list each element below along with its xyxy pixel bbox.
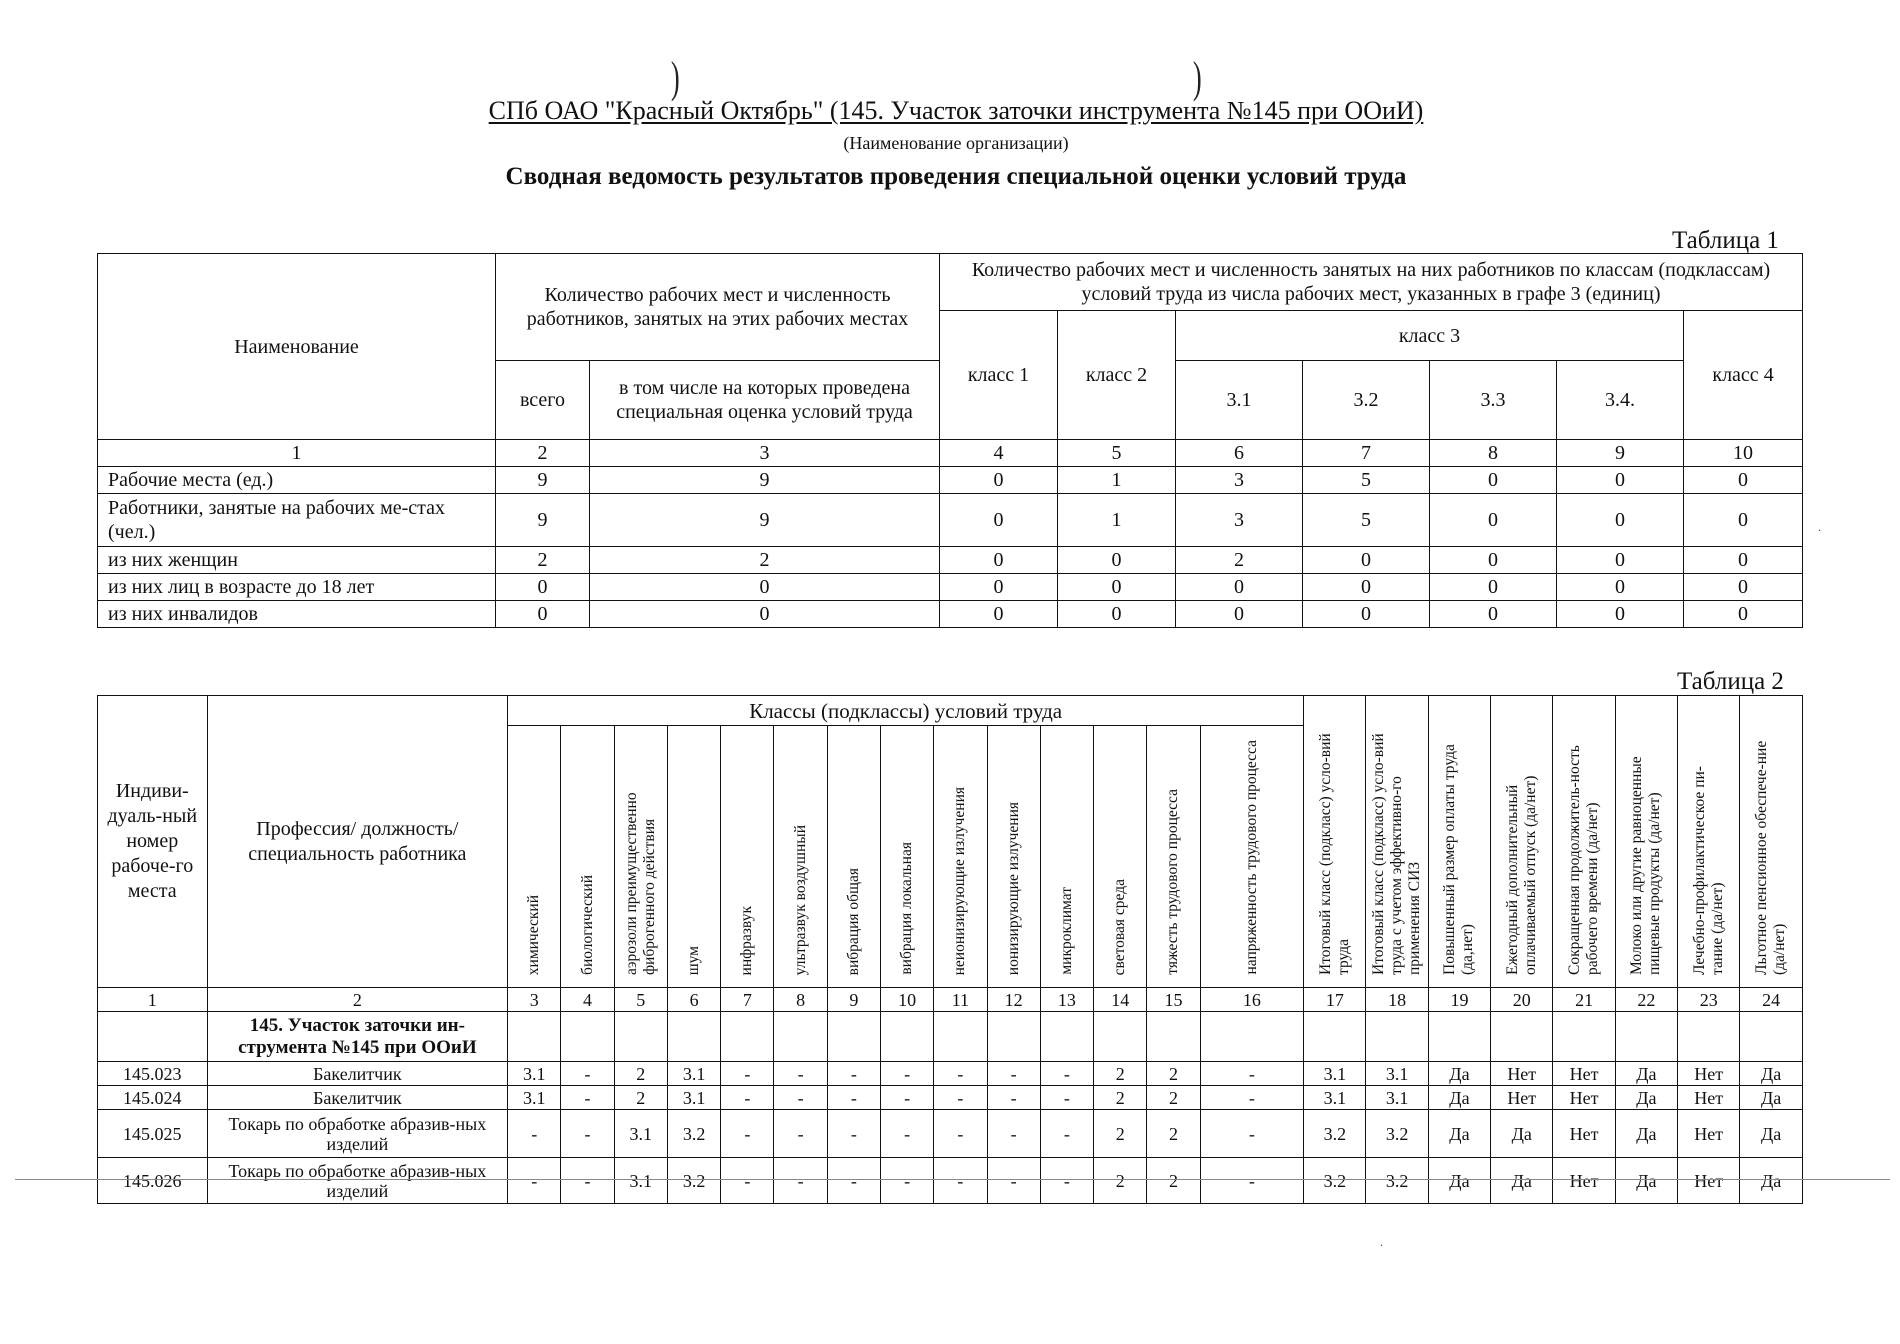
t1-header-class3: класс 3 — [1176, 311, 1684, 361]
t2-cell: Да — [1428, 1086, 1490, 1110]
t2-cell: - — [1040, 1062, 1093, 1086]
t2-header-factor — [987, 726, 1040, 988]
t1-cell: 0 — [1557, 601, 1684, 628]
t1-header-c34: 3.4. — [1557, 361, 1684, 440]
t1-cell: 3 — [1176, 467, 1303, 494]
t2-empty-cell — [1553, 1012, 1615, 1062]
t2-cell: 3.1 — [614, 1158, 667, 1204]
t2-header-text: аэрозоли преимущественно фиброгенного действия — [622, 792, 658, 975]
t2-cell: - — [774, 1062, 827, 1086]
t2-cell: 3.1 — [1304, 1062, 1366, 1086]
t2-colnum: 4 — [561, 988, 614, 1012]
t2-cell: - — [881, 1110, 934, 1158]
t2-cell: Да — [1428, 1158, 1490, 1204]
t2-empty-cell — [1304, 1012, 1366, 1062]
t2-header-result — [1678, 696, 1740, 988]
t2-cell: - — [934, 1110, 987, 1158]
t2-cell: - — [934, 1158, 987, 1204]
t2-header-text: Льготное пенсионное обеспече-ние (да/нет) — [1753, 740, 1789, 975]
t2-header-text: тяжесть трудового процесса — [1164, 789, 1182, 975]
t2-cell: - — [721, 1062, 774, 1086]
t2-cell: 3.1 — [1366, 1062, 1428, 1086]
t1-cell: 0 — [1684, 601, 1803, 628]
t1-colnum: 4 — [940, 440, 1058, 467]
t1-cell: 0 — [1058, 574, 1176, 601]
t1-cell: 0 — [940, 601, 1058, 628]
t1-colnum: 7 — [1303, 440, 1430, 467]
t2-header-result — [1553, 696, 1615, 988]
t2-header-id-text: Индиви-дуаль-ный номер рабоче-го места — [107, 780, 198, 902]
t2-row — [98, 1086, 1803, 1110]
t2-colnum: 16 — [1200, 988, 1304, 1012]
t2-colnum: 2 — [207, 988, 508, 1012]
t1-cell: 9 — [496, 467, 590, 494]
t2-cell: - — [508, 1158, 561, 1204]
t2-colnum: 14 — [1094, 988, 1147, 1012]
table2-caption: Таблица 2 — [1677, 668, 1784, 695]
t1-cell: 0 — [496, 601, 590, 628]
t2-cell: Нет — [1553, 1110, 1615, 1158]
t2-colnum: 17 — [1304, 988, 1366, 1012]
t2-colnum: 12 — [987, 988, 1040, 1012]
scan-mark-right: ) — [1192, 53, 1202, 102]
t2-cell: - — [721, 1086, 774, 1110]
t2-header-result — [1366, 696, 1428, 988]
t1-row-label: из них женщин — [98, 547, 496, 574]
t1-cell: 0 — [1430, 574, 1557, 601]
t2-empty-cell — [98, 1012, 208, 1062]
t2-empty-cell — [1147, 1012, 1200, 1062]
t2-header-factor — [1147, 726, 1200, 988]
t2-header-result — [1740, 696, 1803, 988]
t2-cell: 2 — [1147, 1062, 1200, 1086]
t2-header-text: Повышенный размер оплаты труда (да,нет) — [1441, 744, 1477, 975]
t1-cell: 2 — [496, 547, 590, 574]
t2-header-text: ионизирующие излучения — [1004, 801, 1022, 975]
t2-cell: 2 — [614, 1062, 667, 1086]
t2-profession: Бакелитчик — [207, 1062, 508, 1086]
t2-header-text: Итоговый класс (подкласс) усло-вий труда с учетом эффективно-го применения СИЗ — [1370, 733, 1424, 975]
t1-cell: 0 — [1176, 574, 1303, 601]
t2-colnum: 22 — [1615, 988, 1677, 1012]
t1-header-name: Наименование — [98, 254, 496, 440]
t2-section-title: 145. Участок заточки ин-струмента №145 при ООиИ — [207, 1012, 508, 1062]
t2-cell: - — [827, 1062, 880, 1086]
t2-cell: - — [934, 1086, 987, 1110]
t2-profession: Токарь по обработке абразив-ных изделий — [207, 1158, 508, 1204]
organization-note: (Наименование организации) — [843, 133, 1069, 153]
t2-cell: - — [561, 1158, 614, 1204]
t2-cell: - — [1200, 1110, 1304, 1158]
t2-header-factor — [721, 726, 774, 988]
t2-header-result — [1304, 696, 1366, 988]
t2-workplace-id: 145.026 — [98, 1158, 208, 1204]
t2-cell: - — [721, 1158, 774, 1204]
t2-empty-cell — [1740, 1012, 1803, 1062]
t2-colnum: 24 — [1740, 988, 1803, 1012]
t1-header-c33: 3.3 — [1430, 361, 1557, 440]
t2-cell: 3.1 — [667, 1086, 720, 1110]
t2-empty-cell — [934, 1012, 987, 1062]
t1-cell: 9 — [590, 467, 940, 494]
t2-header-text: Сокращенная продолжитель-ность рабочего времени (да/нет) — [1566, 745, 1602, 975]
t1-row — [98, 494, 1803, 547]
t1-colnum: 9 — [1557, 440, 1684, 467]
t2-header-factor — [1094, 726, 1147, 988]
t2-cell: - — [774, 1158, 827, 1204]
t1-cell: 0 — [1176, 601, 1303, 628]
t1-header-class1: класс 1 — [940, 311, 1058, 440]
t1-cell: 0 — [590, 601, 940, 628]
t2-empty-cell — [1040, 1012, 1093, 1062]
t1-cell: 0 — [940, 574, 1058, 601]
t1-header-total: всего — [496, 361, 590, 440]
t2-cell: 2 — [1094, 1086, 1147, 1110]
t2-cell: - — [987, 1110, 1040, 1158]
t2-cell: Да — [1428, 1110, 1490, 1158]
t2-colnum: 20 — [1491, 988, 1553, 1012]
t2-header-text: микроклимат — [1057, 887, 1075, 975]
scan-speck: . — [1818, 520, 1821, 534]
t2-cell: - — [987, 1062, 1040, 1086]
t2-colnum: 7 — [721, 988, 774, 1012]
t2-empty-cell — [881, 1012, 934, 1062]
t2-cell: - — [508, 1110, 561, 1158]
t2-cell: - — [721, 1110, 774, 1158]
t2-cell: Нет — [1491, 1086, 1553, 1110]
t1-cell: 0 — [1058, 601, 1176, 628]
t1-header-c31: 3.1 — [1176, 361, 1303, 440]
t2-colnum: 3 — [508, 988, 561, 1012]
t1-cell: 0 — [940, 547, 1058, 574]
t2-header-factor — [614, 726, 667, 988]
t2-cell: 2 — [1147, 1158, 1200, 1204]
t1-cell: 0 — [1303, 547, 1430, 574]
table1-caption: Таблица 1 — [1672, 227, 1779, 254]
t2-cell: 3.2 — [1366, 1110, 1428, 1158]
t2-cell: 3.1 — [1366, 1086, 1428, 1110]
t2-colnum: 11 — [934, 988, 987, 1012]
t2-header-text: световая среда — [1111, 878, 1129, 975]
t2-cell: Да — [1740, 1062, 1803, 1086]
t2-header-id — [98, 696, 208, 988]
t2-column-numbers — [98, 988, 1803, 1012]
t2-header-factor — [934, 726, 987, 988]
t2-row — [98, 1158, 1803, 1204]
t2-cell: Нет — [1553, 1158, 1615, 1204]
t2-header-text: биологический — [578, 875, 596, 975]
t2-row — [98, 1062, 1803, 1086]
t2-cell: Да — [1615, 1158, 1677, 1204]
organization-name: СПб ОАО "Красный Октябрь" (145. Участок заточки инструмента №145 при ООиИ) — [488, 96, 1424, 125]
t2-empty-cell — [1491, 1012, 1553, 1062]
scan-line — [15, 1179, 1890, 1180]
t2-cell: 2 — [1094, 1062, 1147, 1086]
t1-cell: 0 — [1684, 467, 1803, 494]
t1-cell: 0 — [1557, 547, 1684, 574]
t2-cell: - — [561, 1110, 614, 1158]
t2-cell: 3.1 — [508, 1086, 561, 1110]
t2-profession: Токарь по обработке абразив-ных изделий — [207, 1110, 508, 1158]
t2-colnum: 15 — [1147, 988, 1200, 1012]
t1-header-class2: класс 2 — [1058, 311, 1176, 440]
t2-cell: 2 — [1147, 1086, 1200, 1110]
t2-header-factor — [508, 726, 561, 988]
t2-header-factor — [1200, 726, 1304, 988]
t2-cell: - — [1040, 1086, 1093, 1110]
t2-cell: 2 — [614, 1086, 667, 1110]
t2-cell: Да — [1740, 1158, 1803, 1204]
t2-cell: - — [774, 1086, 827, 1110]
t2-workplace-id: 145.025 — [98, 1110, 208, 1158]
t2-cell: - — [1040, 1110, 1093, 1158]
t2-cell: - — [1200, 1158, 1304, 1204]
t2-empty-cell — [774, 1012, 827, 1062]
t2-cell: Да — [1740, 1086, 1803, 1110]
t1-cell: 0 — [1430, 467, 1557, 494]
t1-cell: 0 — [590, 574, 940, 601]
t2-cell: Да — [1615, 1110, 1677, 1158]
t2-cell: - — [987, 1086, 1040, 1110]
t2-cell: - — [881, 1062, 934, 1086]
t1-header-count-group: Количество рабочих мест и численность работников, занятых на этих рабочих местах — [496, 254, 940, 361]
t2-section-row — [98, 1012, 1803, 1062]
t2-empty-cell — [987, 1012, 1040, 1062]
t2-empty-cell — [1678, 1012, 1740, 1062]
t2-cell: Нет — [1553, 1062, 1615, 1086]
t1-colnum: 1 — [98, 440, 496, 467]
t2-cell: Да — [1740, 1110, 1803, 1158]
t2-cell: - — [881, 1158, 934, 1204]
t2-header-text: Лечебно-профилактическое пи-тание (да/нет) — [1690, 766, 1726, 975]
t1-colnum: 2 — [496, 440, 590, 467]
t2-empty-cell — [721, 1012, 774, 1062]
t2-empty-cell — [508, 1012, 561, 1062]
t2-header-text: вибрация локальная — [898, 842, 916, 975]
t1-cell: 0 — [496, 574, 590, 601]
t2-empty-cell — [1615, 1012, 1677, 1062]
t2-cell: - — [774, 1110, 827, 1158]
t2-cell: 3.1 — [614, 1110, 667, 1158]
t2-empty-cell — [561, 1012, 614, 1062]
t2-header-classes-group: Классы (подклассы) условий труда — [508, 696, 1304, 726]
t2-header-text: вибрация общая — [844, 867, 862, 975]
t2-header-factor — [561, 726, 614, 988]
t1-cell: 1 — [1058, 467, 1176, 494]
t2-cell: - — [1200, 1062, 1304, 1086]
t2-header-text: ультразвук воздушный — [791, 824, 809, 975]
t2-cell: 3.2 — [1304, 1110, 1366, 1158]
t2-cell: - — [561, 1086, 614, 1110]
t2-cell: - — [1200, 1086, 1304, 1110]
t2-cell: Нет — [1678, 1110, 1740, 1158]
t1-colnum: 3 — [590, 440, 940, 467]
t2-header-text: химический — [525, 894, 543, 975]
t2-cell: 2 — [1147, 1110, 1200, 1158]
t1-colnum: 8 — [1430, 440, 1557, 467]
t1-cell: 0 — [1684, 547, 1803, 574]
t2-colnum: 23 — [1678, 988, 1740, 1012]
t2-cell: - — [827, 1086, 880, 1110]
t1-header-c32: 3.2 — [1303, 361, 1430, 440]
t1-cell: 2 — [590, 547, 940, 574]
t2-cell: 3.2 — [1366, 1158, 1428, 1204]
t1-column-numbers — [98, 440, 1803, 467]
t2-header-text: Ежегодный дополнительный оплачиваемый отпуск (да/нет) — [1503, 775, 1539, 975]
t1-row-label: из них лиц в возрасте до 18 лет — [98, 574, 496, 601]
t2-cell: 2 — [1094, 1110, 1147, 1158]
t2-header-text: неионизирующие излучения — [951, 786, 969, 975]
scan-speck: . — [1380, 1235, 1383, 1249]
t2-cell: Нет — [1678, 1086, 1740, 1110]
t2-colnum: 8 — [774, 988, 827, 1012]
t2-empty-cell — [827, 1012, 880, 1062]
t2-cell: Да — [1491, 1110, 1553, 1158]
t2-workplace-id: 145.023 — [98, 1062, 208, 1086]
t2-colnum: 19 — [1428, 988, 1490, 1012]
t1-cell: 0 — [1058, 547, 1176, 574]
t2-profession: Бакелитчик — [207, 1086, 508, 1110]
t2-header-text: шум — [685, 945, 703, 975]
t2-header-result — [1615, 696, 1677, 988]
t2-empty-cell — [614, 1012, 667, 1062]
t2-header-text: напряженность трудового процесса — [1242, 740, 1260, 975]
t2-colnum: 13 — [1040, 988, 1093, 1012]
t1-row — [98, 467, 1803, 494]
t2-empty-cell — [1200, 1012, 1304, 1062]
t1-header-assessed: в том числе на которых проведена специальная оценка условий труда — [590, 361, 940, 440]
t1-cell: 0 — [1684, 574, 1803, 601]
scan-mark-left: ) — [670, 53, 680, 102]
t2-cell: Нет — [1678, 1158, 1740, 1204]
t2-cell: - — [1040, 1158, 1093, 1204]
t2-header-factor — [827, 726, 880, 988]
t1-cell: 9 — [496, 494, 590, 547]
t1-row-label: из них инвалидов — [98, 601, 496, 628]
t1-cell: 0 — [1430, 601, 1557, 628]
t2-cell: 3.1 — [1304, 1086, 1366, 1110]
t2-colnum: 9 — [827, 988, 880, 1012]
t1-cell: 5 — [1303, 467, 1430, 494]
t2-row — [98, 1110, 1803, 1158]
t1-cell: 3 — [1176, 494, 1303, 547]
t1-cell: 0 — [1303, 574, 1430, 601]
t2-cell: - — [561, 1062, 614, 1086]
t2-cell: - — [934, 1062, 987, 1086]
t2-header-profession — [207, 696, 508, 988]
t2-header-factor — [881, 726, 934, 988]
t1-cell: 0 — [1303, 601, 1430, 628]
t2-cell: 3.2 — [667, 1110, 720, 1158]
t2-cell: Нет — [1678, 1062, 1740, 1086]
t2-cell: Нет — [1491, 1062, 1553, 1086]
t1-colnum: 10 — [1684, 440, 1803, 467]
document-title: Сводная ведомость результатов проведения специальной оценки условий труда — [505, 163, 1407, 190]
t2-cell: - — [987, 1158, 1040, 1204]
t2-header-result — [1491, 696, 1553, 988]
t2-empty-cell — [667, 1012, 720, 1062]
t2-cell: 3.2 — [1304, 1158, 1366, 1204]
t2-cell: - — [827, 1158, 880, 1204]
t1-cell: 0 — [940, 467, 1058, 494]
t1-cell: 0 — [1684, 494, 1803, 547]
t2-cell: Да — [1615, 1086, 1677, 1110]
t2-header-text: инфразвук — [738, 905, 756, 975]
t1-colnum: 5 — [1058, 440, 1176, 467]
t2-header-text: Молоко или другие равноценные пищевые продукты (да/нет) — [1628, 756, 1664, 975]
t1-row — [98, 547, 1803, 574]
t1-cell: 1 — [1058, 494, 1176, 547]
t1-header-class4: класс 4 — [1684, 311, 1803, 440]
t1-row — [98, 601, 1803, 628]
t1-colnum: 6 — [1176, 440, 1303, 467]
t1-cell: 5 — [1303, 494, 1430, 547]
t2-cell: 3.1 — [508, 1062, 561, 1086]
t2-cell: Да — [1491, 1158, 1553, 1204]
t2-cell: Нет — [1553, 1086, 1615, 1110]
t2-header-factor — [1040, 726, 1093, 988]
t2-empty-cell — [1094, 1012, 1147, 1062]
t1-cell: 0 — [1430, 547, 1557, 574]
t2-colnum: 18 — [1366, 988, 1428, 1012]
t2-empty-cell — [1428, 1012, 1490, 1062]
t1-cell: 2 — [1176, 547, 1303, 574]
workplaces-table — [97, 695, 1803, 1204]
t1-cell: 0 — [1557, 494, 1684, 547]
t2-cell: - — [827, 1110, 880, 1158]
t2-colnum: 1 — [98, 988, 208, 1012]
t2-cell: - — [881, 1086, 934, 1110]
t2-cell: Да — [1615, 1062, 1677, 1086]
t1-row-label: Работники, занятые на рабочих ме-стах (чел.) — [98, 494, 496, 547]
t2-colnum: 6 — [667, 988, 720, 1012]
t2-header-result — [1428, 696, 1490, 988]
t1-cell: 0 — [1557, 574, 1684, 601]
t2-workplace-id: 145.024 — [98, 1086, 208, 1110]
t1-row — [98, 574, 1803, 601]
t1-cell: 0 — [1557, 467, 1684, 494]
t1-cell: 0 — [1430, 494, 1557, 547]
t2-header-factor — [774, 726, 827, 988]
t2-cell: 2 — [1094, 1158, 1147, 1204]
t1-row-label: Рабочие места (ед.) — [98, 467, 496, 494]
t2-colnum: 10 — [881, 988, 934, 1012]
t1-cell: 9 — [590, 494, 940, 547]
t2-colnum: 5 — [614, 988, 667, 1012]
t1-cell: 0 — [940, 494, 1058, 547]
t1-header-class-group: Количество рабочих мест и численность занятых на них работников по классам (подклассам) условий труда из числа рабочих мест, указанных в графе 3 (единиц) — [940, 254, 1803, 311]
summary-table — [97, 253, 1803, 628]
t2-cell: 3.1 — [667, 1062, 720, 1086]
t2-colnum: 21 — [1553, 988, 1615, 1012]
t2-cell: 3.2 — [667, 1158, 720, 1204]
t2-header-factor — [667, 726, 720, 988]
t2-header-text: Итоговый класс (подкласс) усло-вий труда — [1316, 733, 1352, 975]
t2-cell: Да — [1428, 1062, 1490, 1086]
t2-empty-cell — [1366, 1012, 1428, 1062]
t2-header-profession-text: Профессия/ должность/ специальность работника — [248, 817, 467, 865]
